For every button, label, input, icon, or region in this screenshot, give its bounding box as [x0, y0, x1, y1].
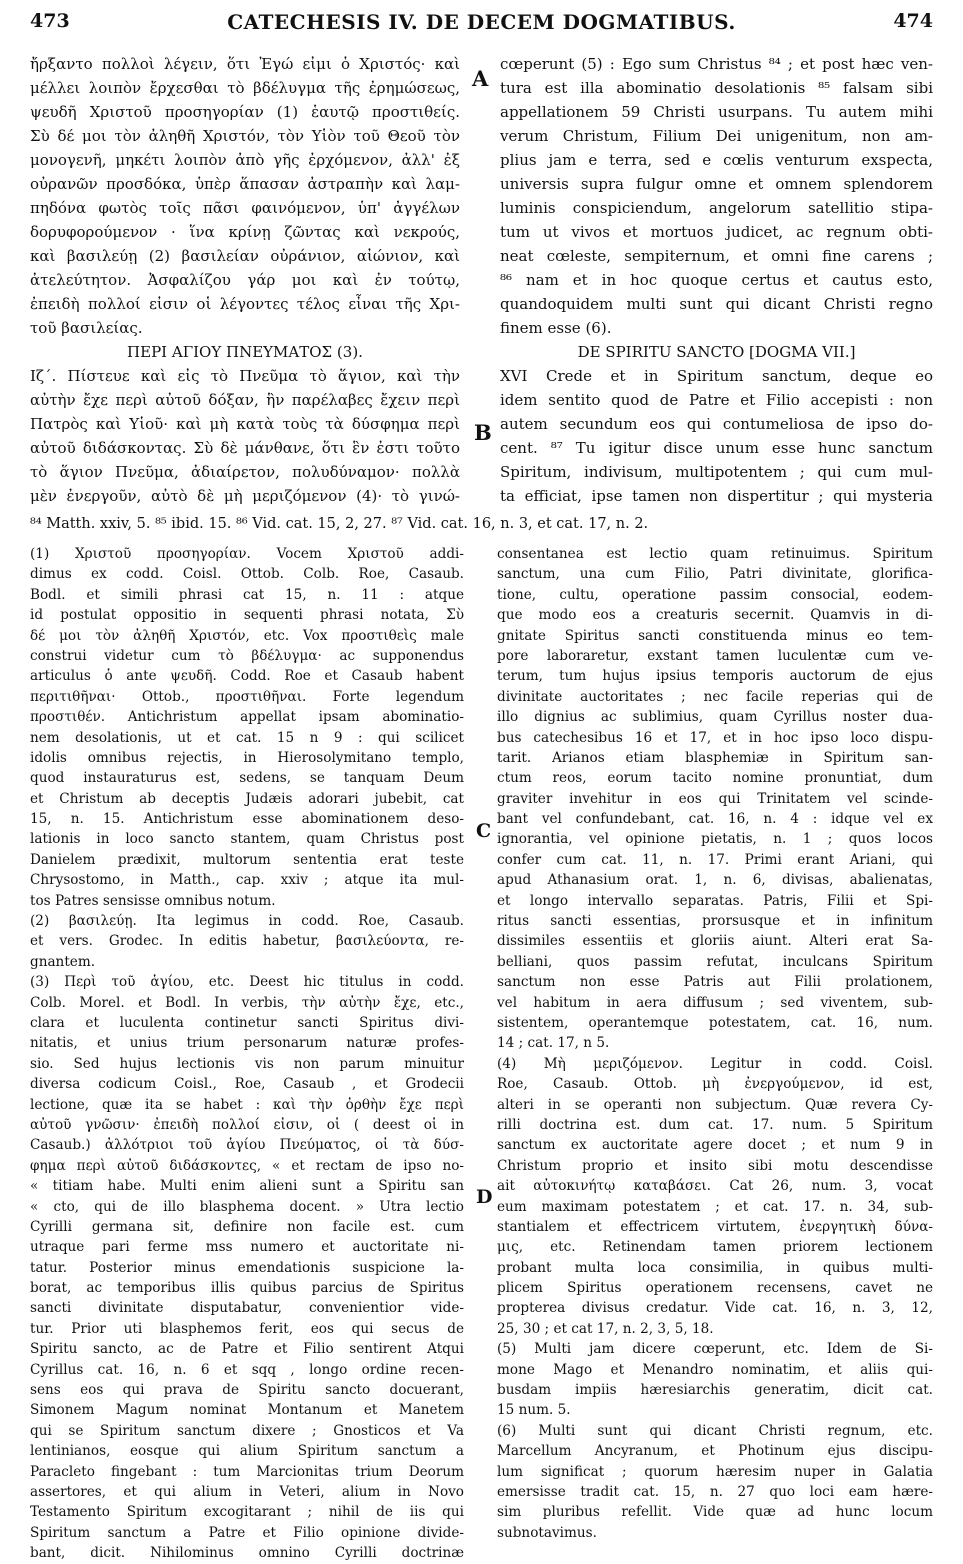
note-line: Christum proprio et insito sibi motu descendisse [497, 1157, 933, 1174]
note-line: Testamento Spiritum excogitarant ; nihil de iis qui [30, 1504, 464, 1521]
note-line: utraque pari ferme mss numero et auctoritate ni- [30, 1239, 464, 1256]
margin-letter-a: A [472, 66, 489, 91]
note-line: Paracleto fingebant : tum Marcionitas trium Deorum [30, 1463, 464, 1480]
note-line: illo dignius ac sublimius, quam Cyrillus noster dua- [497, 709, 933, 726]
note-line: sens eos qui prava de Spiritu sancto docuerant, [30, 1382, 464, 1399]
note-line: probant multa loca consimilia, in quibus multi- [497, 1259, 933, 1276]
latin-line: tura est illa abominatio desolationis ⁸⁵ falsam sibi [500, 79, 933, 97]
note-line: tur. Prior uti blasphemos ferit, eos qui secus de [30, 1320, 464, 1337]
note-line: sanctum non esse Patris aut Filii prolationem, [497, 974, 933, 991]
notes-left-column [30, 544, 464, 1564]
note-line: Marcellum Ancyranum, et Photinum ejus discipu- [497, 1443, 933, 1460]
latin-line: XVI Crede et in Spiritum sanctum, deque eo [500, 367, 933, 385]
note-line: gnantem. [30, 953, 96, 970]
latin-line: idem sentito quod de Patre et Filio accepisti : non [500, 391, 933, 409]
latin-line: cœperunt (5) : Ego sum Christus ⁸⁴ ; et post hæc ven- [500, 55, 933, 73]
note-line: et vers. Grodec. In editis habetur, βασιλεύοντα, re- [30, 933, 464, 950]
note-line: Danielem prædixit, multorum sententia erat teste [30, 851, 464, 868]
latin-line: Spiritum, indivisum, multipotentem ; qui cum mul- [500, 463, 933, 481]
note-line: ritus sancti essentias, prorsusque et in infinitum [497, 913, 933, 930]
latin-line: finem esse (6). [500, 319, 612, 337]
running-title: CATECHESIS IV. DE DECEM DOGMATIBUS. [227, 10, 736, 34]
greek-line: ἤρξαντο πολλοὶ λέγειν, ὅτι Ἐγώ εἰμι ὁ Χριστός· καὶ [30, 55, 460, 73]
latin-section-heading: DE SPIRITU SANCTO [DOGMA VII.] [577, 343, 856, 361]
note-line: Spiritu sancto, ac de Patre et Filio sentirent Atqui [30, 1341, 464, 1358]
note-line: terum, tum hujus ipsius temporis auctorum de ejus [497, 668, 933, 685]
greek-line: οὐρανῶν προσδόκα, ὑπὲρ ἅπασαν ἀστραπὴν καὶ λαμ- [30, 175, 460, 193]
latin-line: appellationem 59 Christi usurpans. Tu autem mihi [500, 103, 933, 121]
latin-line: tum ut vivos et mortuos judicet, ac regnum obti- [500, 223, 933, 241]
note-line: qui se Spiritum sanctum dixere ; Gnosticos et Va [30, 1422, 464, 1439]
latin-line: neat cœleste, sempiternum, et omni fine carens ; [500, 247, 933, 265]
note-line: lectione, quæ ita se habet : καὶ τὴν ὀρθὴν ἔχε περὶ [30, 1096, 464, 1113]
note-line: dimus ex codd. Coisl. Ottob. Colb. Roe, Casaub. [30, 566, 464, 583]
greek-line: Σὺ δέ μοι τὸν ἀληθῆ Χριστόν, τὸν Υἱὸν τοῦ Θεοῦ τὸν [30, 127, 460, 145]
note-line: vel habitum in aera diffusum ; sed viventem, sub- [497, 994, 933, 1011]
greek-line: αὐτὴν ἔχε περὶ αὐτοῦ δόξαν, ἣν παρέλαβες ἔχειν περὶ [30, 391, 460, 409]
note-line: φημα περὶ αὐτοῦ διδάσκοντες, « et rectam de ipso no- [30, 1157, 464, 1174]
greek-line: ψευδῆ Χριστοῦ προσηγορίαν (1) ἑαυτῷ προστιθείς. [30, 103, 460, 121]
note-line: « cto, qui de illo blasphema docent. » Utra lectio [30, 1198, 464, 1215]
note-line: rilli doctrina est. dum cat. 17. num. 5 Spiritum [497, 1116, 933, 1133]
margin-letter-b: B [474, 420, 492, 445]
note-line: articulus ὁ ante ψευδῆ. Codd. Roe et Casaub habent [30, 668, 464, 685]
margin-letter-d: D [476, 1186, 493, 1208]
note-line: et longo intervallo separatas. Patris, Filii et Spi- [497, 892, 933, 909]
greek-line: πηδόνα φωτὸς τοῖς πᾶσι φαινόμενον, ὑπ' ἀγγέλων [30, 199, 460, 217]
note-line: assertores, et qui alium in Veteri, alium in Novo [30, 1483, 464, 1500]
greek-line: Ιζ΄. Πίστευε καὶ εἰς τὸ Πνεῦμα τὸ ἅγιον, καὶ τὴν [30, 367, 460, 385]
latin-line: verum Christum, Filium Dei unigenitum, non am- [500, 127, 933, 145]
note-line: eum maximam potestatem ; et cat. 17. n. 34, sub- [497, 1198, 933, 1215]
note-line: Cyrillus cat. 16, n. 6 et sqq , longo ordine recen- [30, 1361, 464, 1378]
note-line: (5) Multi jam dicere cœperunt, etc. Idem de Si- [497, 1341, 933, 1358]
note-line: Simonem Magum nominat Montanum et Manetem [30, 1402, 464, 1419]
note-line: « titiam habe. Multi enim alieni sunt a Spiritu san [30, 1178, 464, 1195]
latin-line: cent. ⁸⁷ Tu igitur disce unum esse hunc sanctum [500, 439, 933, 457]
note-line: divinitate auctoritates ; nec facile reperias qui de [497, 688, 933, 705]
note-line: δέ μοι τὸν ἀληθῆ Χριστόν, etc. Vox προστιθεὶς male [30, 627, 464, 644]
greek-column [30, 52, 460, 508]
note-line: Roe, Casaub. Ottob. μὴ ἐνεργούμενον, id est, [497, 1076, 933, 1093]
greek-line: μέλλει λοιπὸν ἔρχεσθαι τὸ βδέλυγμα τῆς ἐρημώσεως, [30, 79, 460, 97]
note-line: diversa codicum Coisl., Roe, Casaub , et Grodecii [30, 1076, 464, 1093]
note-line: Colb. Morel. et Bodl. In verbis, τὴν αὐτὴν ἔχε, etc., [30, 994, 464, 1011]
note-line: gnitate Spiritus sancti constituenda minus eo tem- [497, 627, 933, 644]
note-line: (4) Μὴ μεριζόμενον. Legitur in codd. Coisl. [497, 1055, 933, 1072]
greek-line: τὸ ἅγιον Πνεῦμα, ἀδιαίρετον, πολυδύναμον· πολλὰ [30, 463, 460, 481]
greek-line: αὐτοῦ διδάσκοντας. Σὺ δὲ μάνθανε, ὅτι ἓν ἐστι τοῦτο [30, 439, 460, 457]
note-line: bus catechesibus 16 et 17, et in hoc ipso loco dispu- [497, 729, 933, 746]
note-line: busdam impiis hæresiarchis generatim, dicit cat. [497, 1382, 933, 1399]
note-line: (6) Multi sunt qui dicant Christi regnum, etc. [497, 1422, 933, 1439]
note-line: emersisse tradit cat. 15, n. 27 quo loci eam hære- [497, 1483, 933, 1500]
note-line: sim pluribus refellit. Vide quæ ad hunc locum [497, 1504, 933, 1521]
note-line: 14 ; cat. 17, n 5. [497, 1035, 610, 1052]
note-line: lum significat ; quorum hæresim nuper in Galatia [497, 1463, 933, 1480]
note-line: apud Athanasium orat. 1, n. 6, divisas, abalienatas, [497, 872, 933, 889]
latin-line: luminis conspiciendum, angelorum satellitio stipa- [500, 199, 933, 217]
main-text [30, 52, 933, 512]
latin-line: quandoquidem multi sunt qui dicant Christi regno [500, 295, 933, 313]
note-line: stantialem et effectricem virtutem, ἐνεργητικὴ δύνα- [497, 1218, 933, 1235]
note-line: nem desolationis, ut et cat. 15 n 9 : qui scilicet [30, 729, 464, 746]
note-line: alteri in se operanti non subjectum. Quæ revera Cy- [497, 1096, 933, 1113]
note-line: belliani, quos passim refutat, inculcans Spiritum [497, 953, 933, 970]
note-line: dissimiles essentiis et gloriis aiunt. Alteri erat Sa- [497, 933, 933, 950]
note-line: 15, n. 15. Antichristum esse abominationem deso- [30, 811, 464, 828]
note-line: Cyrilli germana sit, definire non facile est. cum [30, 1218, 464, 1235]
page-header [30, 10, 933, 40]
latin-line: plius jam e terra, sed e cœlis venturum exspecta, [500, 151, 933, 169]
greek-line: ἀτελεύτητον. Ἀσφαλίζου γάρ μοι καὶ ἐν τούτῳ, [30, 271, 460, 289]
greek-line: δορυφορούμενον · ἵνα κρίνῃ ζῶντας καὶ νεκρούς, [30, 223, 460, 241]
scripture-references [30, 512, 933, 534]
note-line: (2) βασιλεύῃ. Ita legimus in codd. Roe, Casaub. [30, 913, 464, 930]
note-line: sanctum, una cum Filio, Patri divinitate, glorifica- [497, 566, 933, 583]
note-line: ctum reos, eorum tacito nomine pronuntiat, dum [497, 770, 933, 787]
note-line: construi videtur cum τὸ βδέλυγμα· ac supponendus [30, 647, 464, 664]
latin-column [500, 52, 933, 508]
latin-line: autem secundum eos qui contumeliosa de ipso do- [500, 415, 933, 433]
note-line: 15 num. 5. [497, 1402, 571, 1419]
note-line: (3) Περὶ τοῦ ἁγίου, etc. Deest hic titulus in codd. [30, 974, 464, 991]
note-line: graviter invehitur in eos qui Trinitatem vel scinde- [497, 790, 933, 807]
note-line: pore laboraretur, exstant tamen luculentæ cum ve- [497, 647, 933, 664]
note-line: sanctum ex auctoritate agere docet ; et num 9 in [497, 1137, 933, 1154]
note-line: propterea divisus credatur. Vide cat. 16, n. 3, 12, [497, 1300, 933, 1317]
note-line: borat, ac temporibus illis quibus parcius de Spiritus [30, 1280, 464, 1297]
references-line: ⁸⁴ Matth. xxiv, 5. ⁸⁵ ibid. 15. ⁸⁶ Vid. cat. 15, 2, 27. ⁸⁷ Vid. cat. 16, n. 3, et cat. 17, n. 2. [30, 516, 649, 532]
note-line: mone Mago et Menandro nominatim, et aliis qui- [497, 1361, 933, 1378]
note-line: sancti divinitate disputabatur, convenientior vide- [30, 1300, 464, 1317]
note-line: clara et luculenta continetur sancti Spiritus divi- [30, 1014, 464, 1031]
margin-letter-c: C [476, 820, 492, 842]
right-page-number: 474 [893, 10, 933, 32]
note-line: tatur. Posterior minus emendationis suspicione la- [30, 1259, 464, 1276]
latin-line: ⁸⁶ nam et in hoc quoque certus et cautus esto, [500, 271, 933, 289]
greek-line: μονογενῆ, μηκέτι λοιπὸν ἀπὸ γῆς ἐρχόμενον, ἀλλ' ἐξ [30, 151, 460, 169]
note-line: αὐτοῦ γνῶσιν· ἐπειδὴ πολλοί εἰσιν, οἱ ( deest οἱ in [30, 1116, 464, 1133]
greek-line: Πατρὸς καὶ Υἱοῦ· καὶ μὴ κατὰ τοὺς τὰ δύσφημα περὶ [30, 415, 460, 433]
note-line: Bodl. et simili phrasi cat 15, n. 11 : atque [30, 586, 464, 603]
greek-line: τοῦ βασιλείας. [30, 319, 143, 337]
latin-line: ta efficiat, ipse tamen non dispertitur ; qui mysteria [500, 487, 933, 505]
note-line: id postulat oppositio in sequenti phrasi notata, Σὺ [30, 607, 464, 624]
note-line: tos Patres sensisse omnibus notum. [30, 892, 276, 909]
note-line: que modo eos a creaturis secernit. Quamvis in di- [497, 607, 933, 624]
note-line: Spiritum sanctum a Patre et Filio opinione divide- [30, 1524, 464, 1541]
note-line: consentanea est lectio quam retinuimus. Spiritum [497, 546, 933, 562]
note-line: lationis in loco sancto stantem, quam Christus post [30, 831, 464, 848]
greek-line: καὶ βασιλεύῃ (2) βασιλείαν οὐράνιον, αἰώνιον, καὶ [30, 247, 460, 265]
note-line: confer cum cat. 11, n. 17. Primi erant Ariani, qui [497, 851, 933, 868]
greek-line: μὲν ἐνεργοῦν, αὐτὸ δὲ μὴ μεριζόμενον (4)· τὸ γινώ- [30, 487, 460, 505]
footnotes [30, 544, 933, 1562]
note-line: quod instauraturus est, sedens, se tanquam Deum [30, 770, 464, 787]
left-page-number: 473 [30, 10, 70, 32]
note-line: subnotavimus. [497, 1524, 597, 1541]
note-line: περιτιθῆναι· Ottob., προστιθῆναι. Forte legendum [30, 688, 464, 705]
note-line: bant vel confundebant, cat. 16, n. 4 : idque vel ex [497, 811, 933, 828]
note-line: plicem Spiritus operationem recensens, cavet ne [497, 1280, 933, 1297]
note-line: tarit. Arianos etiam blasphemiæ in Spiritum san- [497, 749, 933, 766]
note-line: ait αὐτοκινήτῳ καταβάσει. Cat 26, num. 3, vocat [497, 1178, 933, 1195]
note-line: μις, etc. Retinendam tamen priorem lectionem [497, 1239, 933, 1256]
note-line: προστιθέν. Antichristum appellat ipsam abominatio- [30, 709, 464, 726]
latin-line: universis supra fulgur omne et omnem splendorem [500, 175, 933, 193]
notes-right-column [497, 544, 933, 1543]
note-line: et Christum ab deceptis Judæis adorari jubebit, cat [30, 790, 464, 807]
note-line: idolis omnibus rejectis, in Hierosolymitano templo, [30, 749, 464, 766]
note-line: sistentem, operantemque potestatem, cat. 16, num. [497, 1014, 933, 1031]
note-line: Chrysostomo, in Matth., cap. xxiv ; atque ita mul- [30, 872, 464, 889]
note-line: (1) Χριστοῦ προσηγορίαν. Vocem Χριστοῦ addi- [30, 546, 464, 562]
note-line: tione, cultu, operatione passim consocial, eodem- [497, 586, 933, 603]
note-line: sio. Sed hujus lectionis vis non parum minuitur [30, 1055, 464, 1072]
note-line: lentinianos, eosque qui alium Spiritum sanctum a [30, 1443, 464, 1460]
note-line: Casaub.) ἀλλότριοι τοῦ ἁγίου Πνεύματος, οἱ τὰ δύσ- [30, 1137, 464, 1154]
greek-line: ἐπειδὴ πολλοί εἰσιν οἱ λέγοντες τέλος εἶναι τῆς Χρι- [30, 295, 460, 313]
note-line: bant, dicit. Nihilominus omnino Cyrilli doctrinæ [30, 1545, 464, 1562]
note-line: nitatis, et unius trium personarum naturæ profes- [30, 1035, 464, 1052]
note-line: 25, 30 ; et cat 17, n. 2, 3, 5, 18. [497, 1320, 714, 1337]
note-line: ignorantia, vel opinione pietatis, n. 1 ; quos locos [497, 831, 933, 848]
greek-section-heading: ΠΕΡΙ ΑΓΙΟΥ ΠΝΕΥΜΑΤΟΣ (3). [127, 343, 363, 361]
